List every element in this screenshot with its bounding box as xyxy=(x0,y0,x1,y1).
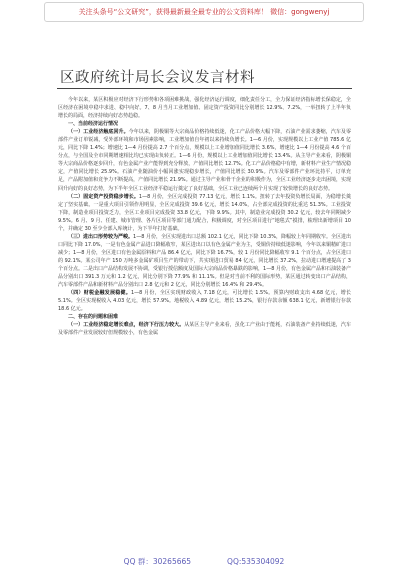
paragraph-lead: （三）进出口形势较为严峻。 xyxy=(68,233,134,240)
paragraph-trade xyxy=(58,233,351,289)
paragraph-industry xyxy=(58,128,351,192)
paragraph-lead: （一）工业经济稳定增长难点，经济下行压力较大。 xyxy=(68,322,185,329)
paragraph-text: 今年以来，阴极铜等大宗商品价格持续低迷，化工产品价格大幅下降，石油产业需求萎缩，汽车及零部件产业订单锐减，受外部环境和市场因素影响，工业增加值自年初以来持续负增长。1—6 月份，实现规模以上工业产值 785.6 亿元，同比下降 1.4%；增速比 1—4 月份提高 2.7 个百分点，规模以上工业增加值同比增长 3.6%，增速比 1—4 月份提高 4.6 个百分点，与全国及全市同期增速相比均已实现由负转正。1—6 月份，规模以上工业增加值同比增长 13.4%。从主导产业来看，阴极铜等大宗商品价格逐步回升，有色金属产业产能得到充分释放，产值同比增长 12.7%。化工产品价格稳中有增，新材料产业生产情况稳定，产值同比增长 25.9%。石油产业随油价小幅回涨实现稳步增长，产值同比增长 30.9%。汽车及零部件产业环比持平，订单充足，产品附加值和竞争力不断提高，产值同比增长 21.9%。通过主导产业和骨干企业的积极作为，全区工业经济逐步走出困境，实现回升向好的良好态势，为下半年全区工业经济平稳运行奠定了良好基础，全区工业已连续两个月实现了较快增长的良好态势。 xyxy=(58,129,351,192)
promo-banner-text: 关注头条号“公文研究”，获得最新最全最专业的公文资料库！ 微信：gongwenyj xyxy=(78,8,330,16)
qq-contact-text: QQ:535304092 xyxy=(227,557,285,566)
paragraph-finance xyxy=(58,289,351,313)
section-heading-2: 二、存在的问题和困难 xyxy=(68,314,119,321)
paragraph-text: 从某区主导产业来看，虽化工产业由于能耗，石油装备产业持续低迷，汽车及零部件产业发展较好但规模较小，有色金属 xyxy=(58,322,351,337)
paragraph-lead: （四）财税金融发展稳健。 xyxy=(68,290,131,297)
paragraph-problems xyxy=(58,321,351,337)
paragraph-text: 1—8 月份，全区实现财政收入 7.18 亿元，可比增长 1.5%。预算内财政支出 4.68 亿元，增长 5.1%。全区实现税收入 4.03 亿元，增长 57.9%。地税收入 4.89 亿元，增长 15.2%，银行存款余额 638.1 亿元，新增银行存款 18.6 亿元。 xyxy=(58,290,351,313)
promo-banner xyxy=(44,2,364,22)
section-heading-1: 一、当前经济运行情况 xyxy=(68,121,119,128)
contact-footer xyxy=(0,556,408,567)
paragraph-investment xyxy=(58,193,351,233)
qq-group-text: QQ 群：30265665 xyxy=(123,557,192,566)
document-title: 区政府统计局长会议发言材料 xyxy=(60,70,255,86)
title-divider xyxy=(57,88,352,89)
paragraph-lead: （二）固定资产投资稳步增长。 xyxy=(68,193,139,200)
paragraph-text: 1—8 月份，全区实现进出口总额 102.1 亿元，同比下降 10.3%，降幅较上年同期收窄。全区进出口同比下降 17.0%，一是有色金属产品进口降幅收窄，某区进出口以有色金属产业为主，受铜价持续低迷影响，今年以来铜精矿进口减少；1—8 月份，全区进口有色金属原料和产品 86.4 亿元，同比下降 16.7%，较 1 月份同比降幅收窄 9.1 个百分点，占全区进口的 92.1%。某公司年产 150 万吨多金属矿项目生产的带动下，共实现进口贸易 84 亿元，同比增长 37.2%，拉动进口增速提高了 3 个百分点。二是出口产品结构发展不协调，受银行授信额度及国际大宗商品价格暴跌的影响，1—8 月份，有色金属产品和石油装备产品分别出口 391.3 万元和 1.2 亿元，同比分别下降 77.9% 和 11.1%。但是对当前不利的国际形势，某区通过转变出口产品结构，汽车零部件产品和新材料产品分别出口 2.8 亿元和 2 亿元，同比分别增长 16.4% 和 29.4%。 xyxy=(58,233,351,289)
document-body xyxy=(58,96,351,337)
paragraph-lead: （一）工业经济触底回升。 xyxy=(68,129,129,136)
paragraph-text: 1—8 月份，全区完成投资 77.13 亿元，增长 1.1%。扭转了去年投资负增长局面，为稳增长奠定了坚实基础。一是重大项目引领作用明显，全区完成投资 39.6 亿元，增长 14.0%，占全部完成投资的比重达 51.3%。工业投资下降，制造业项目投资乏力，全区工业项目完成投资 33.8 亿元，下降 9.9%。其中，制造业完成投资 30.2 亿元，较去年同期减少 9.5%。6 月、9 月、任建、城市管理、各片区项目等部门通力配合，积极调度，对全区项目进行“地毯式”摸排，梳理出新增项目 10 个，并确定 30 至少全部入库统计，为下半年打好基础。 xyxy=(58,193,351,232)
intro-paragraph: 今年以来，某区积极应对经济下行形势和各项困难挑战，强化经济运行调度，细化责任分工，全力保证经济指标增长保稳定，全区经济在困境中稳中求进、稳中向好。7、8 月当月工业增加值、固定资产投资同比分别增长 12.9%、7.2%，一举扭转了上半年负增长的局面，经济持续向好态势趋稳。 xyxy=(58,97,351,120)
